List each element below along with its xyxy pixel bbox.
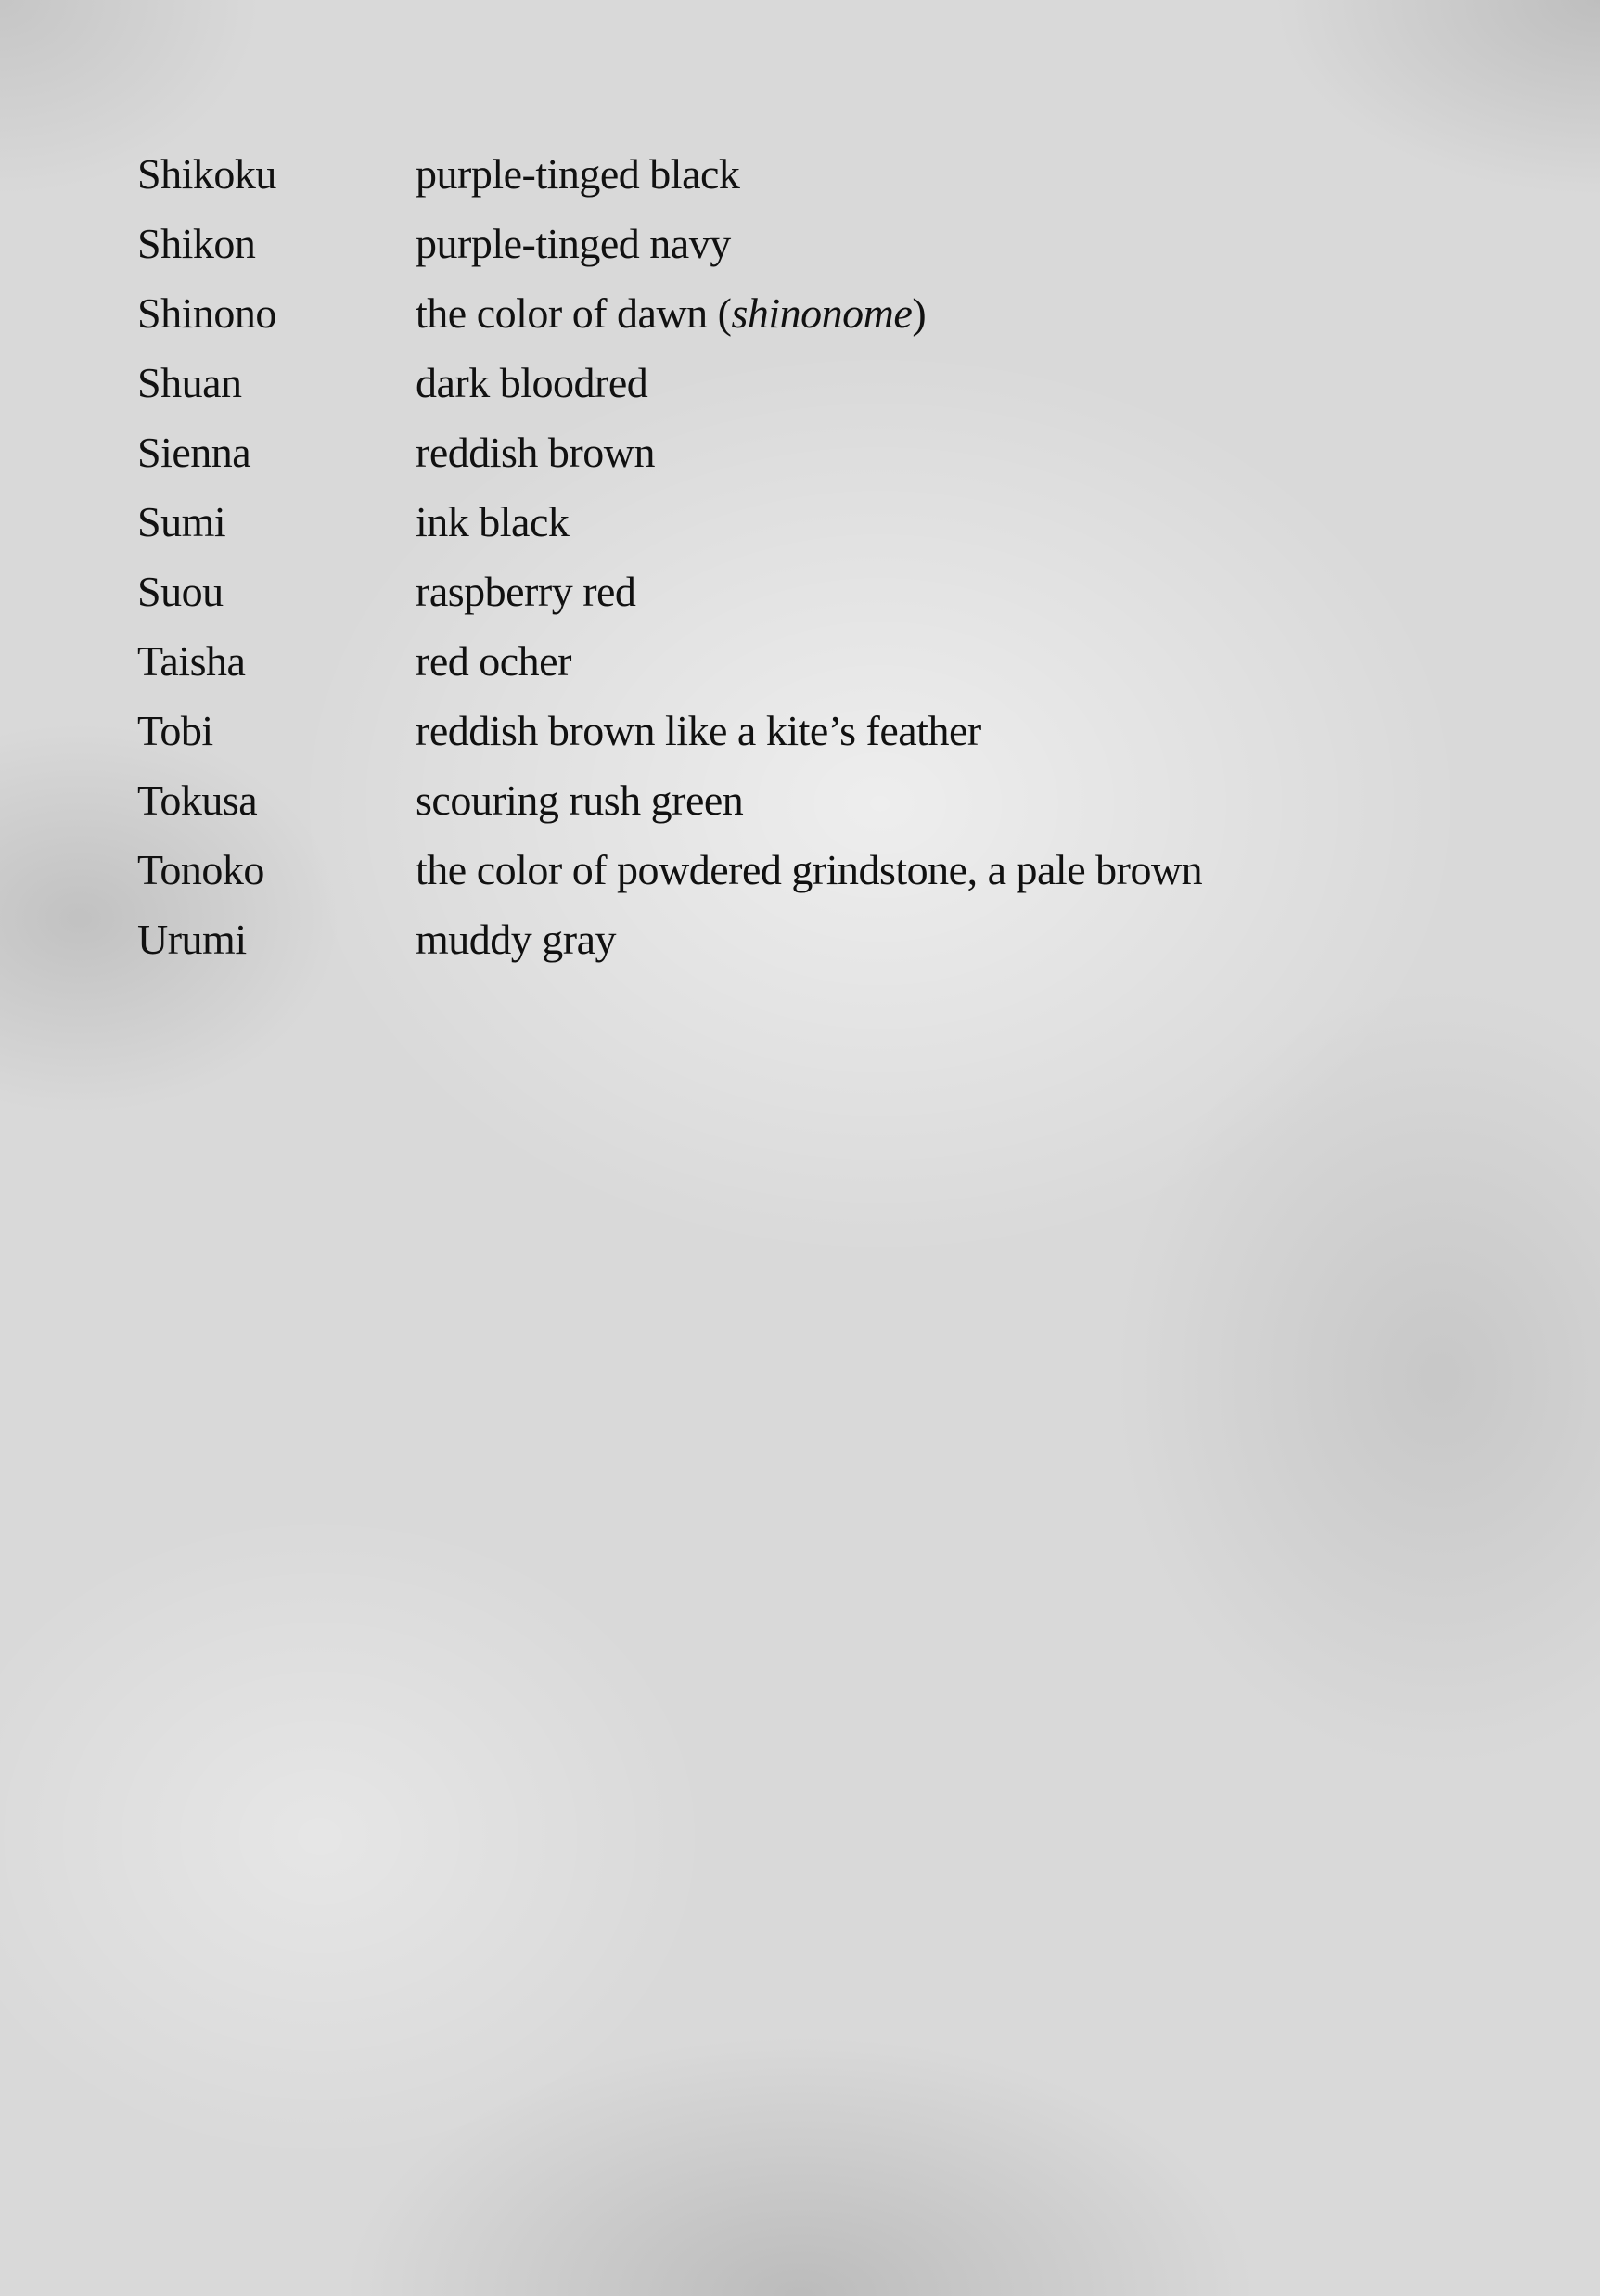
definition-text: the color of dawn ( bbox=[416, 289, 732, 337]
glossary-definition: red ocher bbox=[416, 637, 571, 685]
glossary-term: Shuan bbox=[137, 359, 242, 406]
glossary-definition: reddish brown bbox=[416, 429, 655, 476]
glossary-term: Tobi bbox=[137, 707, 213, 754]
color-glossary-list bbox=[137, 139, 1491, 974]
glossary-definition: ink black bbox=[416, 498, 570, 545]
glossary-definition: the color of powdered grindstone, a pale brown bbox=[416, 846, 1203, 893]
glossary-term: Sienna bbox=[137, 429, 251, 476]
glossary-definition: muddy gray bbox=[416, 916, 617, 963]
glossary-entry bbox=[137, 139, 1491, 209]
glossary-entry bbox=[137, 278, 1491, 348]
glossary-entry bbox=[137, 348, 1491, 417]
glossary-entry bbox=[137, 765, 1491, 835]
glossary-term: Urumi bbox=[137, 916, 247, 963]
glossary-entry bbox=[137, 557, 1491, 626]
glossary-definition: reddish brown like a kite’s feather bbox=[416, 707, 981, 754]
glossary-term: Shikon bbox=[137, 220, 256, 267]
glossary-term: Shinono bbox=[137, 289, 276, 337]
glossary-term: Suou bbox=[137, 568, 224, 615]
glossary-definition: dark bloodred bbox=[416, 359, 648, 406]
glossary-entry bbox=[137, 487, 1491, 557]
glossary-definition bbox=[416, 289, 926, 338]
definition-text: ) bbox=[912, 289, 927, 337]
glossary-entry bbox=[137, 835, 1491, 904]
glossary-entry bbox=[137, 904, 1491, 974]
glossary-term: Tonoko bbox=[137, 846, 264, 893]
glossary-term: Tokusa bbox=[137, 776, 258, 824]
glossary-definition: purple-tinged black bbox=[416, 150, 740, 198]
glossary-definition: raspberry red bbox=[416, 568, 636, 615]
definition-italic-term: shinonome bbox=[731, 289, 913, 337]
glossary-term: Sumi bbox=[137, 498, 226, 545]
glossary-entry bbox=[137, 417, 1491, 487]
glossary-term: Shikoku bbox=[137, 150, 276, 198]
glossary-term: Taisha bbox=[137, 637, 246, 685]
glossary-entry bbox=[137, 696, 1491, 765]
glossary-definition: scouring rush green bbox=[416, 776, 744, 824]
glossary-entry bbox=[137, 626, 1491, 696]
glossary-entry bbox=[137, 209, 1491, 278]
glossary-definition: purple-tinged navy bbox=[416, 220, 731, 267]
